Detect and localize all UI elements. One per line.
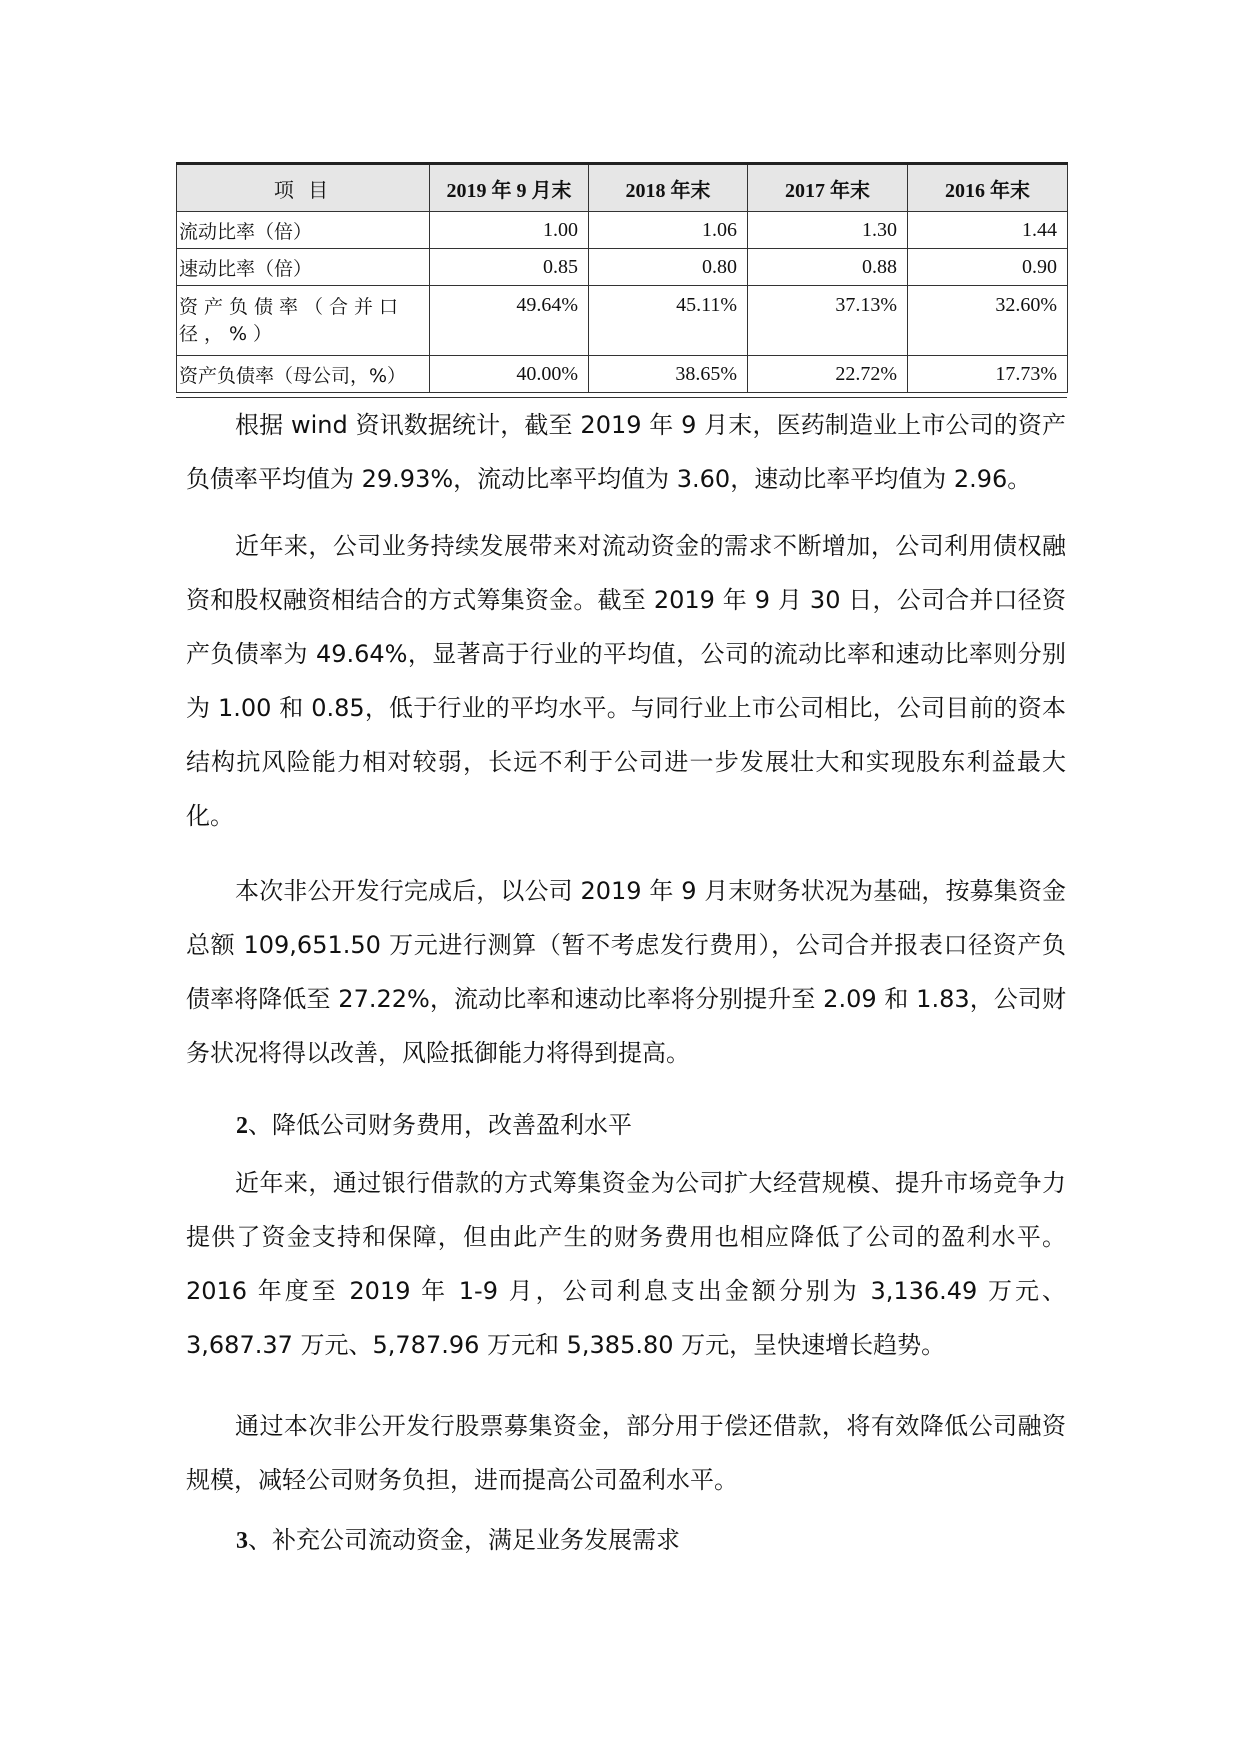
row-label: 资产负债率（合并口径，%） — [177, 286, 430, 356]
heading-number: 3 — [236, 1528, 248, 1554]
header-2016: 2016 年末 — [908, 164, 1068, 212]
cell-value: 38.65% — [589, 356, 748, 393]
header-2019-sep: 2019 年 9 月末 — [430, 164, 589, 212]
cell-value: 1.06 — [589, 212, 748, 249]
cell-value: 1.00 — [430, 212, 589, 249]
cell-value: 32.60% — [908, 286, 1068, 356]
financial-ratio-table — [176, 162, 1068, 393]
table-row — [177, 212, 1068, 249]
cell-value: 0.88 — [748, 249, 908, 286]
row-label: 速动比率（倍） — [177, 249, 430, 286]
row-label: 流动比率（倍） — [177, 212, 430, 249]
heading-number: 2 — [236, 1113, 248, 1139]
row-label: 资产负债率（母公司，%） — [177, 356, 430, 393]
section-heading-3 — [236, 1520, 680, 1555]
cell-value: 17.73% — [908, 356, 1068, 393]
cell-value: 40.00% — [430, 356, 589, 393]
cell-value: 1.44 — [908, 212, 1068, 249]
paragraph-industry-average: 根据 wind 资讯数据统计，截至 2019 年 9 月末，医药制造业上市公司的资产负债率平均值为 29.93%，流动比率平均值为 3.60，速动比率平均值为 2.96。 — [186, 411, 1066, 493]
section-heading-2 — [236, 1105, 632, 1140]
table-header-row — [177, 164, 1068, 212]
table-row — [177, 249, 1068, 286]
paragraph-capital-structure: 近年来，公司业务持续发展带来对流动资金的需求不断增加，公司利用债权融资和股权融资相结合的方式筹集资金。截至 2019 年 9 月 30 日，公司合并口径资产负债率为 49.64%，显著高于行业的平均值，公司的流动比率和速动比率则分别为 1.00 和 0.85，低于行业的平均水平。与同行业上市公司相比，公司目前的资本结构抗风险能力相对较弱，长远不利于公司进一步发展壮大和实现股东利益最大化。 — [186, 532, 1066, 830]
heading-text: 、补充公司流动资金，满足业务发展需求 — [248, 1526, 680, 1554]
cell-value: 22.72% — [748, 356, 908, 393]
header-2018: 2018 年末 — [589, 164, 748, 212]
paragraph-interest-expense: 近年来，通过银行借款的方式筹集资金为公司扩大经营规模、提升市场竞争力提供了资金支持和保障，但由此产生的财务费用也相应降低了公司的盈利水平。2016 年度至 2019 年 1-9 月，公司利息支出金额分别为 3,136.49 万元、3,687.37 万元、5,787.96 万元和 5,385.80 万元，呈快速增长趋势。 — [186, 1169, 1066, 1359]
cell-value: 0.80 — [589, 249, 748, 286]
paragraph-after-offering: 本次非公开发行完成后，以公司 2019 年 9 月末财务状况为基础，按募集资金总额 109,651.50 万元进行测算（暂不考虑发行费用），公司合并报表口径资产负债率将降低至 27.22%，流动比率和速动比率将分别提升至 2.09 和 1.83，公司财务状况将得以改善，风险抵御能力将得到提高。 — [186, 877, 1066, 1067]
header-item: 项 目 — [177, 164, 430, 212]
cell-value: 49.64% — [430, 286, 589, 356]
cell-value: 37.13% — [748, 286, 908, 356]
header-2017: 2017 年末 — [748, 164, 908, 212]
cell-value: 1.30 — [748, 212, 908, 249]
cell-value: 0.85 — [430, 249, 589, 286]
cell-value: 0.90 — [908, 249, 1068, 286]
table-row — [177, 356, 1068, 393]
heading-text: 、降低公司财务费用，改善盈利水平 — [248, 1111, 632, 1139]
cell-value: 45.11% — [589, 286, 748, 356]
paragraph-repay-loans: 通过本次非公开发行股票募集资金，部分用于偿还借款，将有效降低公司融资规模，减轻公司财务负担，进而提高公司盈利水平。 — [186, 1412, 1066, 1494]
table-row — [177, 286, 1068, 356]
